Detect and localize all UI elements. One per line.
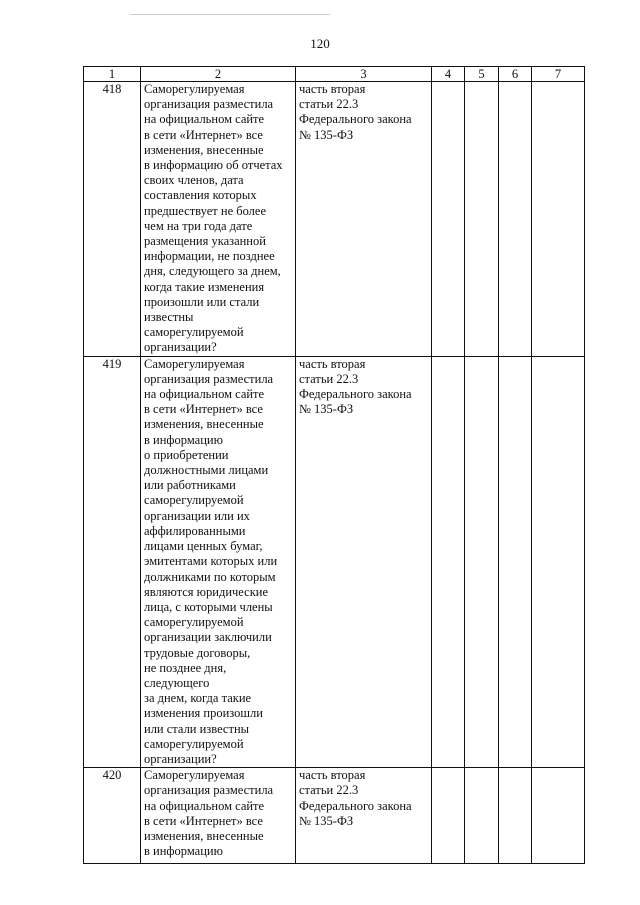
answer-cell-5 bbox=[465, 356, 499, 767]
answer-cell-5 bbox=[465, 82, 499, 357]
reference-cell: часть вторая статьи 22.3 Федерального закона № 135-ФЗ bbox=[296, 768, 432, 864]
row-number: 420 bbox=[84, 768, 141, 864]
answer-cell-6 bbox=[499, 82, 532, 357]
header-cell-2: 2 bbox=[141, 67, 296, 82]
question-cell: Саморегулируемая организация разместила на официальном сайте в сети «Интернет» все изменения, внесенные в информацию bbox=[141, 768, 296, 864]
header-cell-5: 5 bbox=[465, 67, 499, 82]
answer-cell-4 bbox=[432, 356, 465, 767]
header-cell-6: 6 bbox=[499, 67, 532, 82]
header-cell-4: 4 bbox=[432, 67, 465, 82]
reference-cell: часть вторая статьи 22.3 Федерального закона № 135-ФЗ bbox=[296, 82, 432, 357]
answer-cell-7 bbox=[532, 82, 585, 357]
header-row bbox=[84, 67, 585, 82]
answer-cell-4 bbox=[432, 82, 465, 357]
question-cell: Саморегулируемая организация разместила на официальном сайте в сети «Интернет» все изменения, внесенные в информацию о приобретении должностными лицами или работниками саморегулируемой организации или их аффилированными лицами ценных бумаг, эмитентами которых или должниками по которым являются юридические лица, с которыми члены саморегулируемой организации заключили трудовые договоры, не позднее дня, следующего за днем, когда такие изменения произошли или стали известны саморегулируемой организации? bbox=[141, 356, 296, 767]
header-cell-7: 7 bbox=[532, 67, 585, 82]
row-number: 419 bbox=[84, 356, 141, 767]
answer-cell-5 bbox=[465, 768, 499, 864]
header-cell-1: 1 bbox=[84, 67, 141, 82]
answer-cell-4 bbox=[432, 768, 465, 864]
question-cell: Саморегулируемая организация разместила на официальном сайте в сети «Интернет» все изменения, внесенные в информацию об отчетах своих членов, дата составления которых предшествует не более чем на три года дате размещения указанной информации, не позднее дня, следующего за днем, когда такие изменения произошли или стали известны саморегулируемой организации? bbox=[141, 82, 296, 357]
header-cell-3: 3 bbox=[296, 67, 432, 82]
answer-cell-6 bbox=[499, 768, 532, 864]
table-row bbox=[84, 768, 585, 864]
table-row bbox=[84, 356, 585, 767]
page-number: 120 bbox=[310, 36, 330, 51]
reference-cell: часть вторая статьи 22.3 Федерального закона № 135-ФЗ bbox=[296, 356, 432, 767]
answer-cell-7 bbox=[532, 356, 585, 767]
checklist-table bbox=[83, 66, 585, 864]
table-row bbox=[84, 82, 585, 357]
row-number: 418 bbox=[84, 82, 141, 357]
answer-cell-7 bbox=[532, 768, 585, 864]
scan-artifact-line bbox=[130, 14, 330, 15]
answer-cell-6 bbox=[499, 356, 532, 767]
